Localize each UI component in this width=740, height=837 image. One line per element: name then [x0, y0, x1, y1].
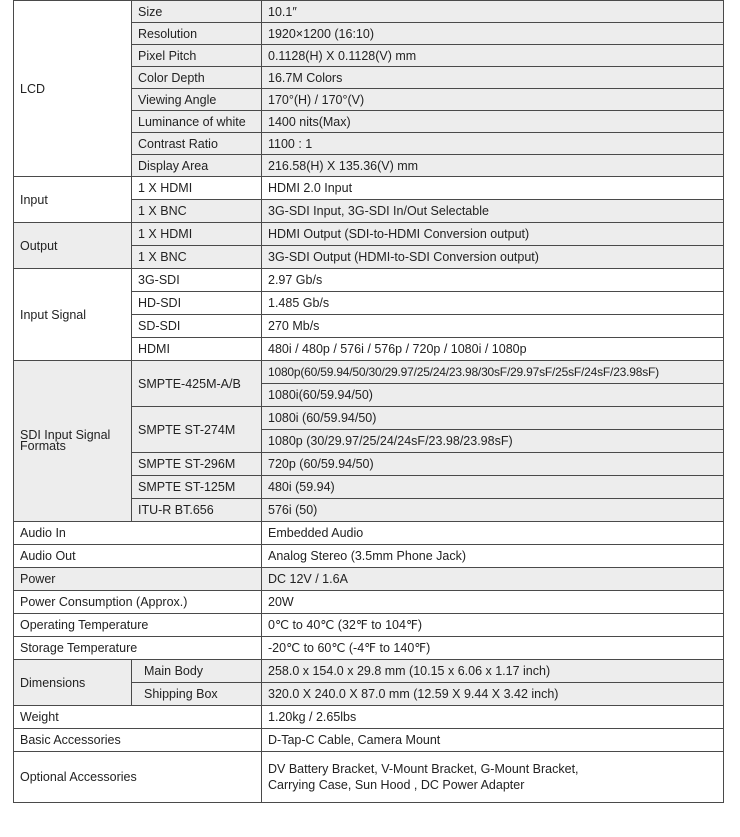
spec-label: SMPTE ST-125M — [132, 476, 262, 499]
spec-value: 1080p(60/59.94/50/30/29.97/25/24/23.98/30sF/29.97sF/25sF/24sF/23.98sF) — [262, 361, 724, 384]
spec-value: 3G-SDI Input, 3G-SDI In/Out Selectable — [262, 200, 724, 223]
spec-label: SD-SDI — [132, 315, 262, 338]
spec-label: Luminance of white — [132, 111, 262, 133]
spec-value: Embedded Audio — [262, 522, 724, 545]
category-line: SDI Input Signal — [20, 428, 111, 442]
spec-value: 1080i (60/59.94/50) — [262, 407, 724, 430]
spec-row-power-consumption — [14, 591, 724, 614]
spec-label: 1 X HDMI — [132, 223, 262, 246]
value-line: DV Battery Bracket, V-Mount Bracket, G-Mount Bracket, — [268, 762, 579, 776]
spec-value: HDMI 2.0 Input — [262, 177, 724, 200]
spec-label: Main Body — [132, 660, 262, 683]
spec-value: 1920×1200 (16:10) — [262, 23, 724, 45]
spec-value: DC 12V / 1.6A — [262, 568, 724, 591]
value-line: Carrying Case, Sun Hood , DC Power Adapter — [268, 778, 525, 792]
spec-value: D-Tap-C Cable, Camera Mount — [262, 729, 724, 752]
spec-value: 0℃ to 40℃ (32℉ to 104℉) — [262, 614, 724, 637]
spec-label: SMPTE ST-274M — [132, 407, 262, 453]
spec-value: 720p (60/59.94/50) — [262, 453, 724, 476]
spec-row-main-body — [14, 660, 724, 683]
spec-label: Shipping Box — [132, 683, 262, 706]
spec-value: 10.1″ — [262, 1, 724, 23]
spec-value: 1080p (30/29.97/25/24/24sF/23.98/23.98sF) — [262, 430, 724, 453]
spec-value: 3G-SDI Output (HDMI-to-SDI Conversion output) — [262, 246, 724, 269]
category-output: Output — [14, 223, 132, 269]
spec-value: Analog Stereo (3.5mm Phone Jack) — [262, 545, 724, 568]
spec-value: 16.7M Colors — [262, 67, 724, 89]
spec-label: Resolution — [132, 23, 262, 45]
category-lcd: LCD — [14, 1, 132, 177]
spec-row-operating-temp — [14, 614, 724, 637]
spec-value: 170°(H) / 170°(V) — [262, 89, 724, 111]
spec-label: Size — [132, 1, 262, 23]
spec-label: Storage Temperature — [14, 637, 262, 660]
spec-label: Optional Accessories — [14, 752, 262, 803]
spec-label: 1 X HDMI — [132, 177, 262, 200]
spec-value: 258.0 x 154.0 x 29.8 mm (10.15 x 6.06 x 1.17 inch) — [262, 660, 724, 683]
spec-value: 1.20kg / 2.65lbs — [262, 706, 724, 729]
spec-value: 1100 : 1 — [262, 133, 724, 155]
spec-value: 480i (59.94) — [262, 476, 724, 499]
spec-row-optional-accessories — [14, 752, 724, 803]
spec-label: ITU-R BT.656 — [132, 499, 262, 522]
spec-value: HDMI Output (SDI-to-HDMI Conversion output) — [262, 223, 724, 246]
spec-value: 576i (50) — [262, 499, 724, 522]
spec-label: Basic Accessories — [14, 729, 262, 752]
spec-label: 3G-SDI — [132, 269, 262, 292]
spec-row-audio-out — [14, 545, 724, 568]
spec-label: Weight — [14, 706, 262, 729]
spec-label: Power — [14, 568, 262, 591]
spec-value: 20W — [262, 591, 724, 614]
spec-label: Contrast Ratio — [132, 133, 262, 155]
spec-row-audio-in — [14, 522, 724, 545]
spec-value: 2.97 Gb/s — [262, 269, 724, 292]
spec-row-basic-accessories — [14, 729, 724, 752]
spec-label: 1 X BNC — [132, 200, 262, 223]
spec-label: Operating Temperature — [14, 614, 262, 637]
spec-value: -20℃ to 60℃ (-4℉ to 140℉) — [262, 637, 724, 660]
spec-value — [262, 752, 724, 803]
category-input-signal: Input Signal — [14, 269, 132, 361]
spec-row-power — [14, 568, 724, 591]
spec-row-3g-sdi — [14, 269, 724, 292]
spec-row-smpte425-a — [14, 361, 724, 384]
spec-label: Audio Out — [14, 545, 262, 568]
spec-label: SMPTE ST-296M — [132, 453, 262, 476]
spec-label: Viewing Angle — [132, 89, 262, 111]
spec-row-size — [14, 1, 724, 23]
spec-label: HDMI — [132, 338, 262, 361]
spec-value: 480i / 480p / 576i / 576p / 720p / 1080i / 1080p — [262, 338, 724, 361]
category-dimensions: Dimensions — [14, 660, 132, 706]
category-sdi-formats — [14, 361, 132, 522]
spec-label: Audio In — [14, 522, 262, 545]
category-line: Formats — [20, 439, 66, 453]
spec-row-storage-temp — [14, 637, 724, 660]
spec-value: 0.1128(H) X 0.1128(V) mm — [262, 45, 724, 67]
spec-label: SMPTE-425M-A/B — [132, 361, 262, 407]
spec-row-input-hdmi — [14, 177, 724, 200]
spec-row-output-hdmi — [14, 223, 724, 246]
spec-value: 1400 nits(Max) — [262, 111, 724, 133]
spec-label: Display Area — [132, 155, 262, 177]
spec-label: Power Consumption (Approx.) — [14, 591, 262, 614]
spec-label: Pixel Pitch — [132, 45, 262, 67]
spec-value: 270 Mb/s — [262, 315, 724, 338]
category-input: Input — [14, 177, 132, 223]
spec-value: 1080i(60/59.94/50) — [262, 384, 724, 407]
spec-label: 1 X BNC — [132, 246, 262, 269]
spec-value: 320.0 X 240.0 X 87.0 mm (12.59 X 9.44 X 3.42 inch) — [262, 683, 724, 706]
spec-value: 1.485 Gb/s — [262, 292, 724, 315]
spec-label: Color Depth — [132, 67, 262, 89]
spec-row-weight — [14, 706, 724, 729]
spec-value: 216.58(H) X 135.36(V) mm — [262, 155, 724, 177]
spec-label: HD-SDI — [132, 292, 262, 315]
spec-table — [13, 0, 724, 803]
